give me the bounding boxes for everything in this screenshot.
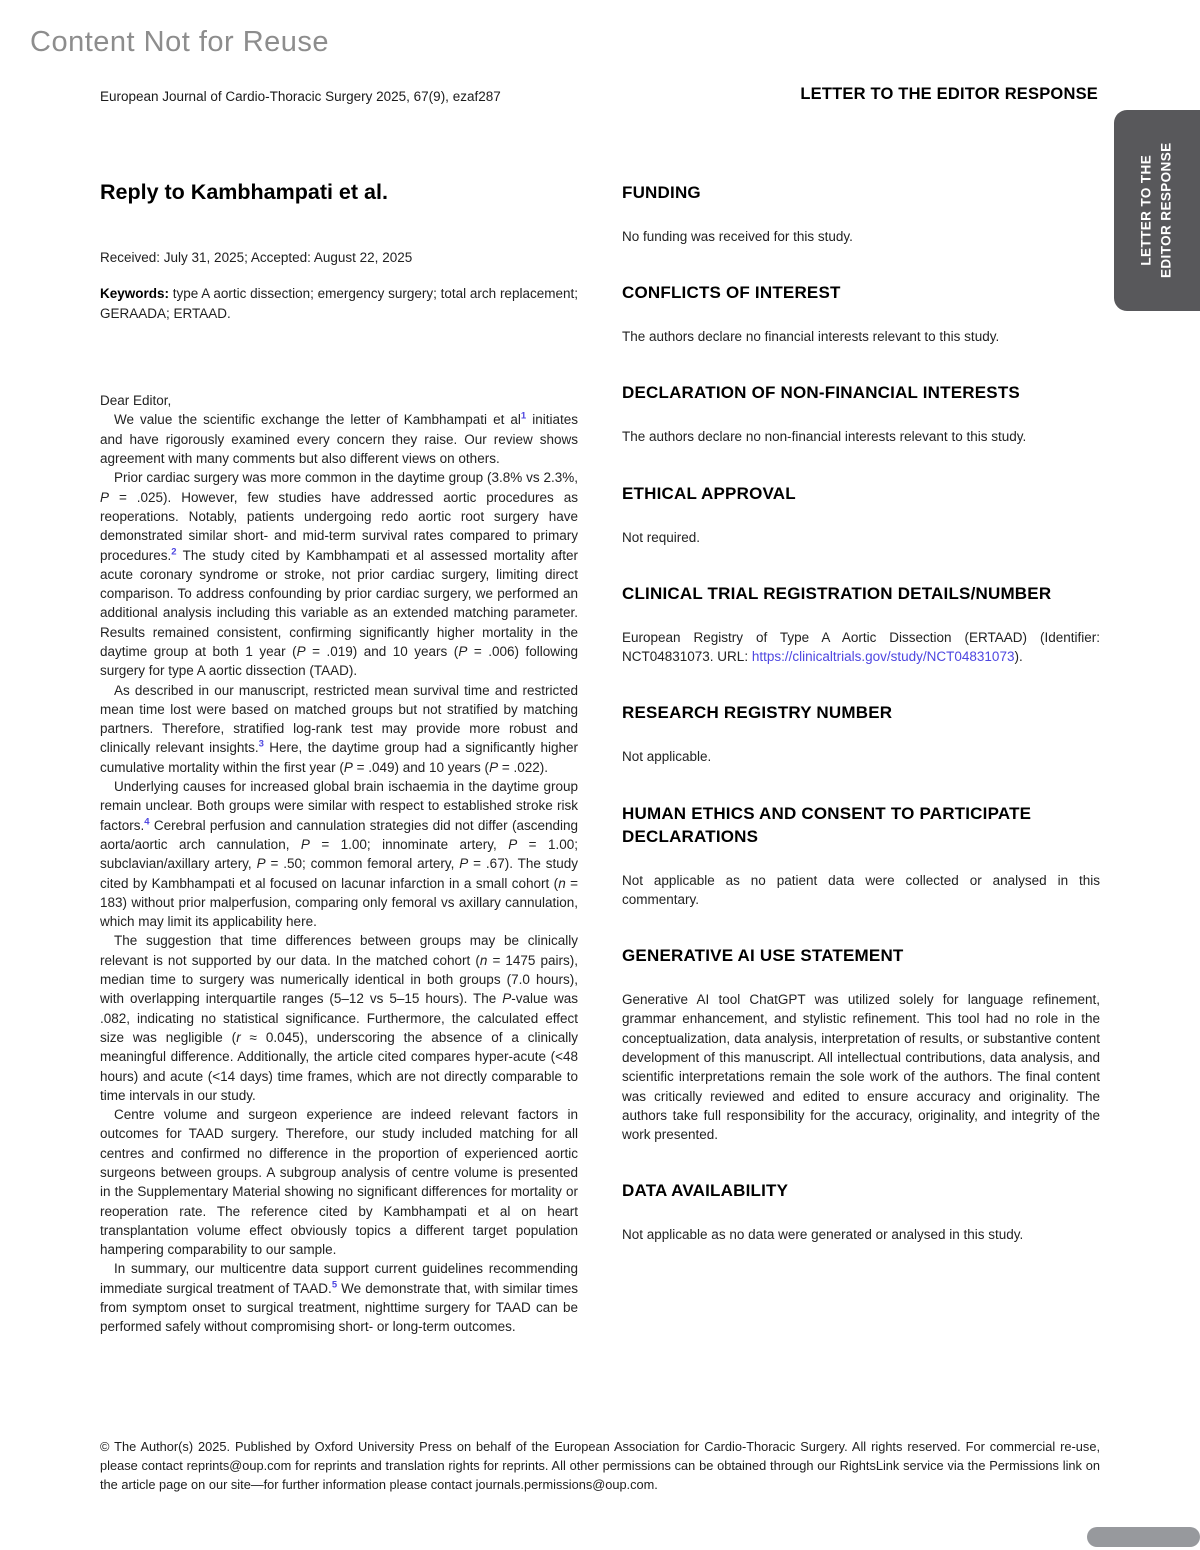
section-heading: DECLARATION OF NON-FINANCIAL INTERESTS: [622, 383, 1020, 403]
section-body: Not applicable.: [622, 749, 712, 765]
body-paragraph-4: Underlying causes for increased global brain ischaemia in the daytime group remain unclear. Both groups were similar with respect to established stroke risk factors.$^4$ Cerebral perfusion and cannulation strategies did not differ (ascending aorta/aortic arch cannulation, P = 1.00; innominate artery, P = 1.00; subclavian/axillary artery, P = .50; common femoral artery, P = .67). The study cited by Kambhampati et al focused on lacunar infarction in a small cohort (n = 183) without prior malperfusion, comparing only femoral vs axillary cannulation, which may limit its applicability here.: [100, 779, 579, 930]
section-generative-ai-statement: [622, 945, 1100, 1144]
content-not-for-reuse-watermark: Content Not for Reuse: [30, 26, 330, 58]
keywords-text: type A aortic dissection; emergency surgery; total arch replacement; GERAADA; ERTAAD.: [100, 286, 578, 321]
body-paragraph-7: In summary, our multicentre data support current guidelines recommending immediate surgical treatment of TAAD.$^5$ We demonstrate that, with similar times from symptom onset to surgical treatment, nighttime surgery for TAAD can be performed safely without compromising short- or long-term outcomes.: [100, 1261, 579, 1335]
citation-reference[interactable]: 1: [520, 410, 527, 422]
section-research-registry-number: [622, 702, 1100, 766]
section-non-financial-interests: [622, 382, 1100, 446]
citation-reference[interactable]: 3: [258, 738, 264, 750]
section-body: Not applicable as no patient data were collected or analysed in this commentary.: [622, 872, 1100, 907]
section-ethical-approval: [622, 483, 1100, 547]
section-heading: CLINICAL TRIAL REGISTRATION DETAILS/NUMBER: [622, 583, 1052, 603]
keywords-line: [100, 284, 578, 323]
article-type-side-tab: [1114, 110, 1200, 311]
side-tab-label: LETTER TO THE EDITOR RESPONSE: [1138, 142, 1174, 279]
body-paragraph-3: As described in our manuscript, restricted mean survival time and restricted mean time lost were based on matched groups but not stratified by matching partners. Therefore, stratified log-rank test may provide more robust and clinically relevant insights.$^3$ Here, the daytime group had a significantly higher cumulative mortality within the first year (P = .049) and 10 years (P = .022).: [100, 682, 578, 775]
citation-reference[interactable]: 4: [144, 816, 150, 828]
right-column: [622, 182, 1100, 1281]
section-heading: FUNDING: [622, 183, 701, 202]
clinicaltrials-url-link[interactable]: https://clinicaltrials.gov/study/NCT04831073: [751, 649, 1015, 665]
section-clinical-trial-registration: [622, 583, 1100, 667]
section-body: Not required.: [622, 529, 701, 545]
body-paragraph-6: Centre volume and surgeon experience are indeed relevant factors in outcomes for TAAD surgery. Therefore, our study included matching for all centres and confirmed no difference in the proportion of experienced aortic surgeons between groups. A subgroup analysis of centre volume is presented in the Supplementary Material showing no significant differences for mortality or reoperation rate. The reference cited by Kambhampati et al on heart transplantation volume effect obviously topics a different target population hampering comparability to our sample.: [100, 1107, 578, 1258]
section-heading: GENERATIVE AI USE STATEMENT: [622, 946, 904, 966]
keywords-label: Keywords:: [100, 286, 170, 301]
copyright-footer: © The Author(s) 2025. Published by Oxford University Press on behalf of the European Association for Cardio-Thoracic Surgery. All rights reserved. For commercial re-use, please contact reprints@oup.com for reprints and translation rights for reprints. All other permissions can be obtained through our RightsLink service via the Permissions link on the article page on our site—for further information please contact journals.permissions@oup.com.: [100, 1439, 1100, 1493]
section-conflicts-of-interest: [622, 282, 1100, 346]
journal-citation: European Journal of Cardio-Thoracic Surgery 2025, 67(9), ezaf287: [100, 89, 501, 104]
left-column: [100, 180, 578, 1337]
section-data-availability: [622, 1180, 1100, 1244]
section-body: The authors declare no financial interests relevant to this study.: [622, 329, 1000, 345]
section-body: European Registry of Type A Aortic Dissection (ERTAAD) (Identifier: NCT04831073. URL: https://clinicaltrials.gov/study/NCT04831073).: [622, 629, 1100, 665]
section-body: No funding was received for this study.: [622, 228, 853, 244]
body-paragraph-5: The suggestion that time differences between groups may be clinically relevant is not supported by our data. In the matched cohort (n = 1475 pairs), median time to surgery was numerically identical in both groups (7.0 hours), with overlapping interquartile ranges (5–12 vs 5–15 hours). The P-value was .082, indicating no statistical significance. Furthermore, the calculated effect size was negligible (r ≈ 0.045), underscoring the absence of a clinically meaningful difference. Additionally, the article cited compares hyper-acute (<48 hours) and acute (<14 days) time frames, which are not directly comparable to time intervals in our study.: [100, 933, 579, 1103]
section-heading: ETHICAL APPROVAL: [622, 483, 796, 503]
article-type-heading: LETTER TO THE EDITOR RESPONSE: [800, 85, 1098, 103]
section-heading: RESEARCH REGISTRY NUMBER: [622, 703, 893, 723]
section-human-ethics-consent: [622, 803, 1100, 909]
letter-body: [100, 391, 578, 1337]
citation-reference[interactable]: 2: [171, 546, 177, 557]
body-paragraph-1: We value the scientific exchange the letter of Kambhampati et al$^1$ initiates and have rigorously examined every concern they raise. Our review shows agreement with many comments but also different views on others.: [100, 410, 579, 467]
section-funding: [622, 182, 1100, 246]
received-accepted-dates: Received: July 31, 2025; Accepted: August 22, 2025: [100, 250, 413, 265]
section-heading: DATA AVAILABILITY: [622, 1181, 789, 1201]
section-heading: HUMAN ETHICS AND CONSENT TO PARTICIPATE DECLARATIONS: [622, 803, 1032, 846]
section-body: The authors declare no non-financial interests relevant to this study.: [622, 429, 1027, 445]
citation-reference[interactable]: 5: [331, 1279, 338, 1291]
body-paragraph-2: Prior cardiac surgery was more common in the daytime group (3.8% vs 2.3%, P = .025). However, few studies have addressed aortic procedures as reoperations. Notably, patients undergoing redo aortic root surgery have demonstrated similar short- and mid-term survival rates compared to primary procedures.$^2$ The study cited by Kambhampati et al assessed mortality after acute coronary syndrome or stroke, not prior cardiac surgery, limiting direct comparison. To address confounding by prior cardiac surgery, we performed an additional analysis including this variable as an extended matching parameter. Results remained consistent, confirming significantly higher mortality in the daytime group at both 1 year (P = .019) and 10 years (P = .006) following surgery for type A aortic dissection (TAAD).: [100, 470, 579, 679]
salutation: Dear Editor,: [100, 393, 172, 409]
article-title: Reply to Kambhampati et al.: [100, 180, 388, 204]
horizontal-scrollbar-thumb[interactable]: [1087, 1527, 1200, 1547]
section-body: Not applicable as no data were generated or analysed in this study.: [622, 1227, 1024, 1243]
section-body: Generative AI tool ChatGPT was utilized solely for language refinement, grammar enhancement, and stylistic refinement. This tool had no role in the conceptualization, data analysis, interpretation of results, or substantive content development of this manuscript. All intellectual contributions, data analysis, and scientific interpretations remain the sole work of the authors. The final content was critically reviewed and edited to ensure accuracy and originality. The authors take full responsibility for the accuracy, originality, and integrity of the work presented.: [622, 992, 1100, 1143]
section-heading: CONFLICTS OF INTEREST: [622, 283, 841, 303]
